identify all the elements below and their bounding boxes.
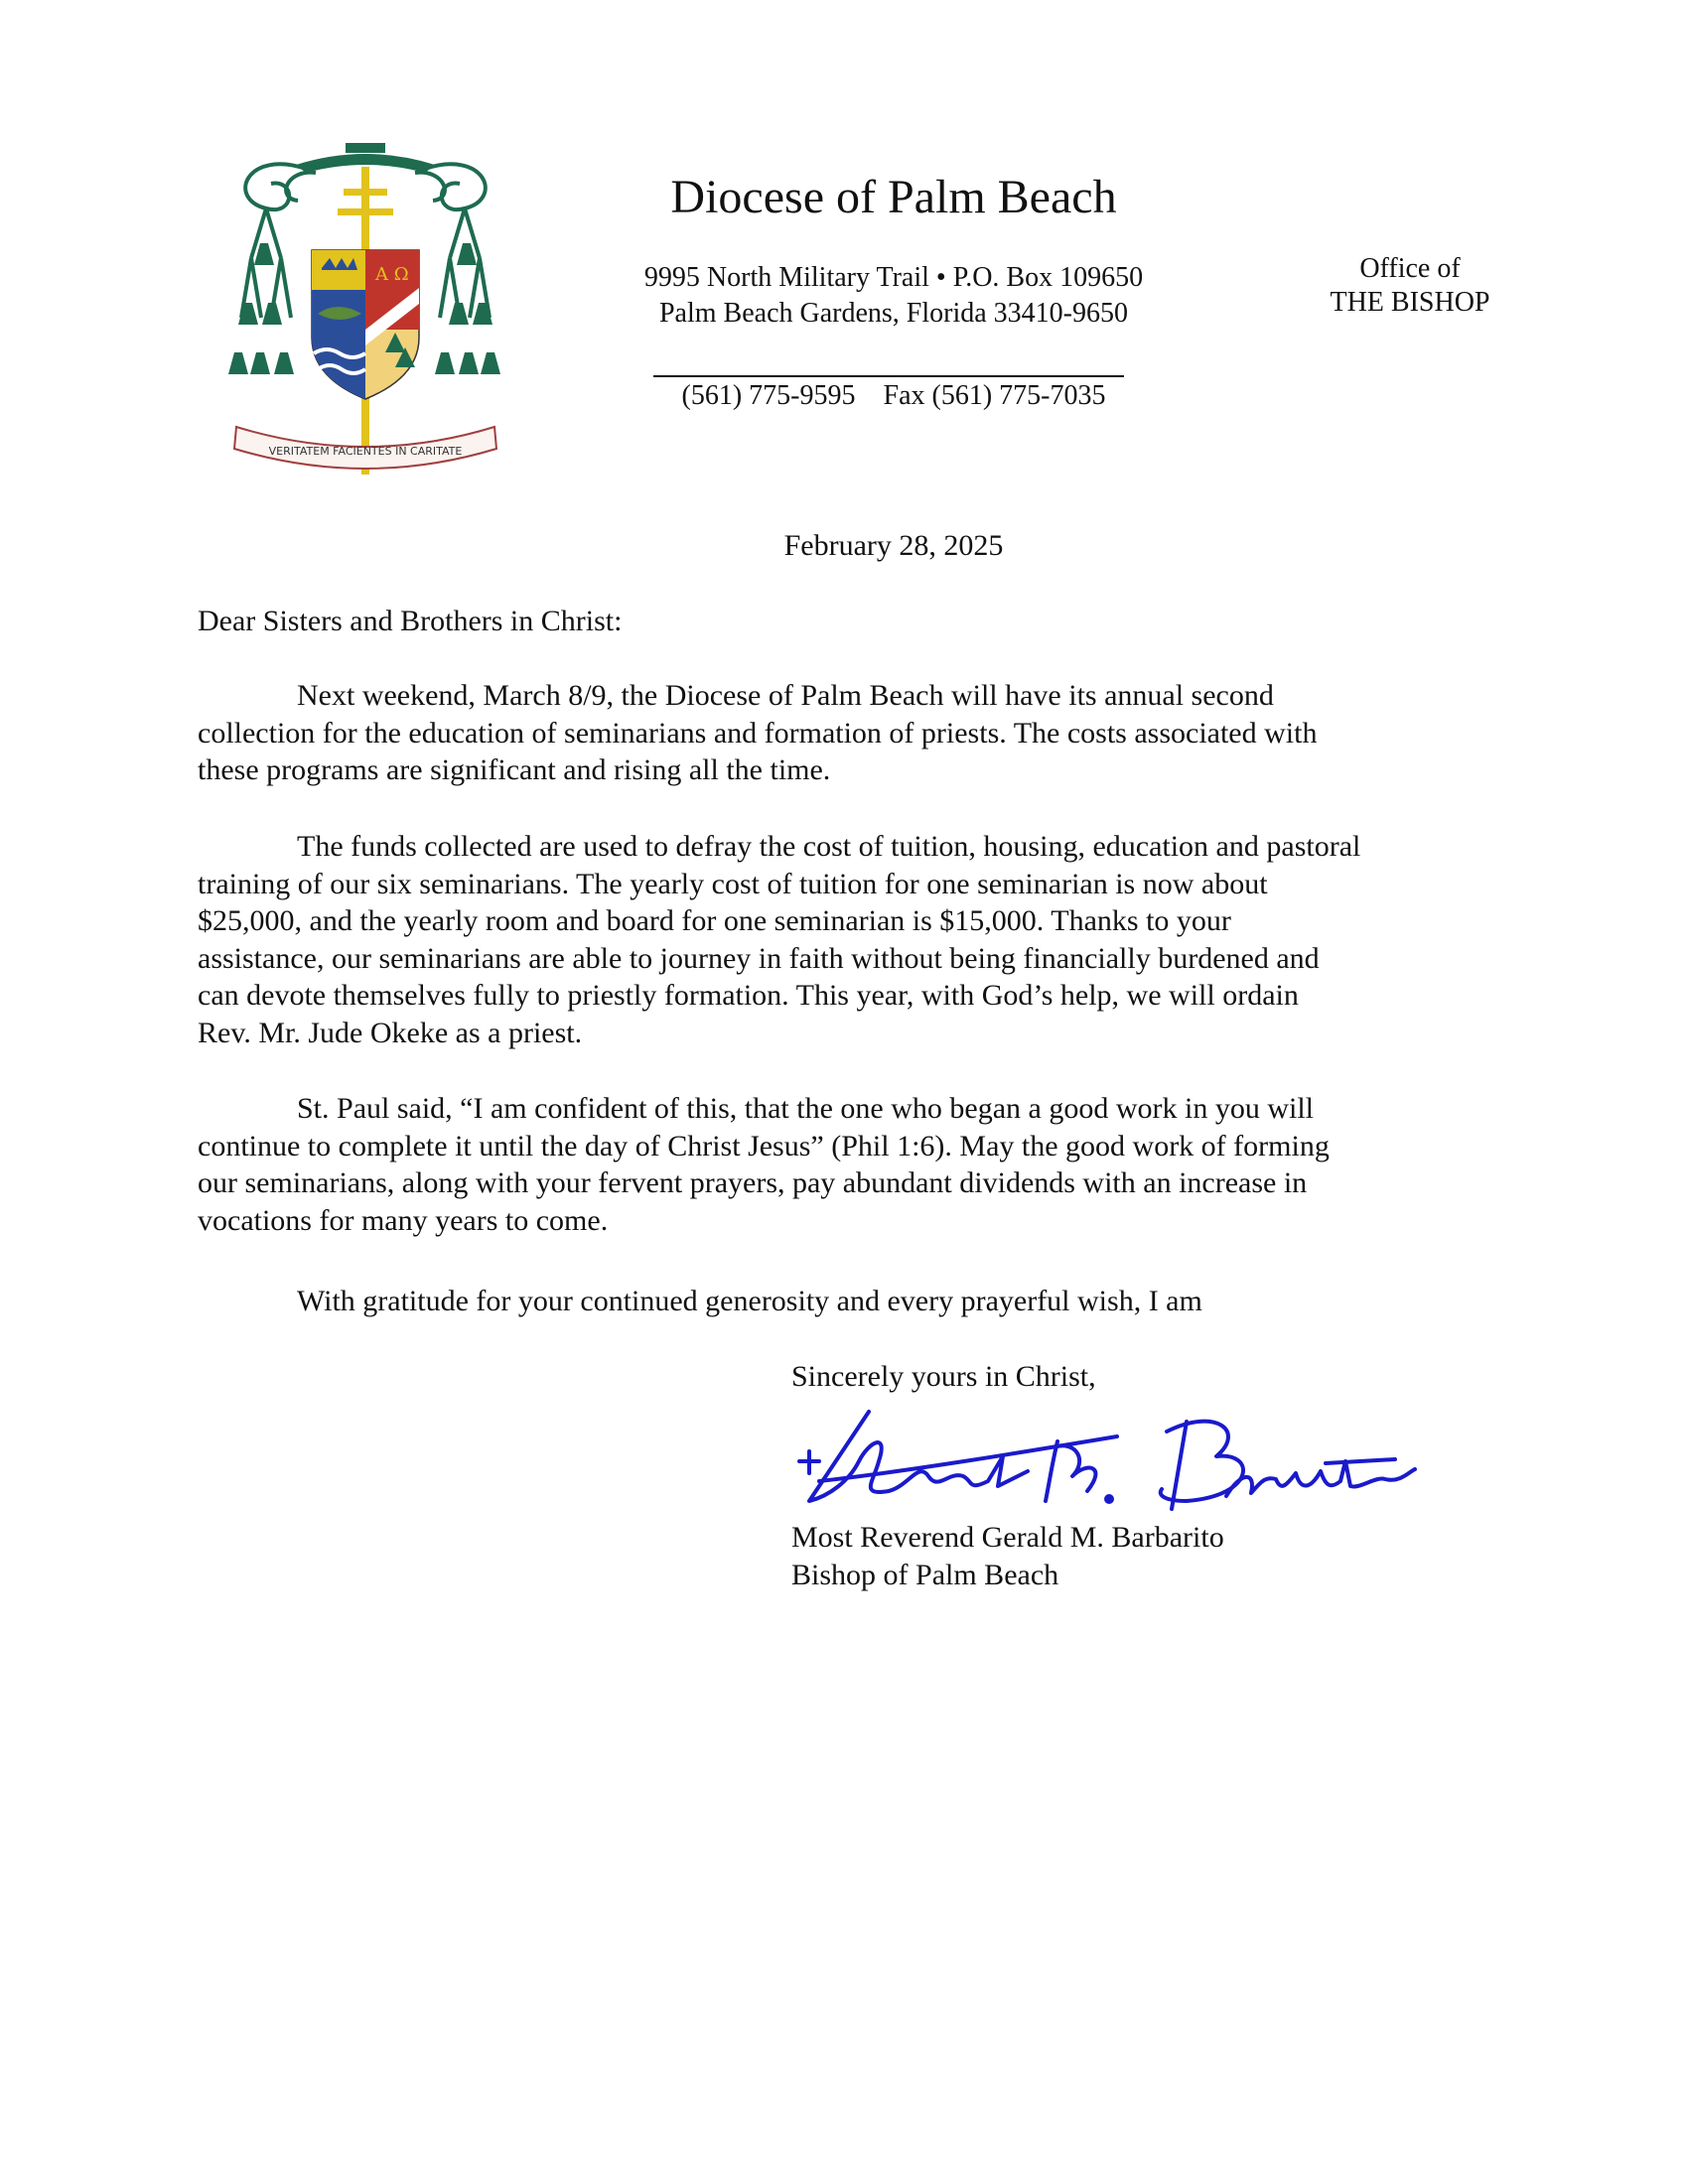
paragraph-line: these programs are significant and rising all the time. [198, 753, 831, 786]
svg-text:A Ω: A Ω [375, 264, 409, 285]
paragraph-line: Next weekend, March 8/9, the Diocese of Palm Beach will have its annual second [297, 679, 1274, 712]
office-line-1: Office of [1359, 253, 1461, 284]
paragraph-line: collection for the education of seminarians and formation of priests. The costs associated with [198, 716, 1318, 750]
paragraph-3 [198, 1090, 1488, 1239]
office-of-bishop [1281, 252, 1539, 320]
paragraph-1 [198, 677, 1488, 789]
closing-line: Sincerely yours in Christ, [791, 1360, 1096, 1393]
diocese-title: Diocese of Palm Beach [670, 171, 1117, 223]
signer-block [791, 1519, 1224, 1594]
handwritten-signature [789, 1402, 1425, 1521]
address-line-1: 9995 North Military Trail • P.O. Box 109650 [643, 262, 1144, 293]
signer-name: Most Reverend Gerald M. Barbarito [791, 1521, 1224, 1554]
paragraph-2 [198, 828, 1488, 1051]
paragraph-line: The funds collected are used to defray the cost of tuition, housing, education and pastoral [297, 830, 1361, 863]
paragraph-line: continue to complete it until the day of Christ Jesus” (Phil 1:6). May the good work of forming [198, 1129, 1330, 1162]
paragraph-line: Rev. Mr. Jude Okeke as a priest. [198, 1016, 583, 1049]
motto-text: VERITATEM FACIENTES IN CARITATE [268, 445, 463, 458]
paragraph-line: can devote themselves fully to priestly formation. This year, with God’s help, we will ordain [198, 979, 1299, 1012]
coat-of-arms [226, 139, 504, 481]
paragraph-line: With gratitude for your continued generosity and every prayerful wish, I am [297, 1285, 1202, 1317]
paragraph-4 [198, 1283, 1488, 1320]
address-line-2: Palm Beach Gardens, Florida 33410-9650 [658, 298, 1129, 329]
letterhead-divider [653, 375, 1124, 377]
coat-of-arms-emblem [226, 139, 504, 481]
salutation: Dear Sisters and Brothers in Christ: [198, 605, 623, 637]
phone-number: (561) 775-9595 [681, 380, 856, 411]
phone-spacer [856, 380, 884, 411]
paragraph-line: training of our six seminarians. The yearly cost of tuition for one seminarian is now about [198, 867, 1268, 900]
fax-number: Fax (561) 775-7035 [883, 380, 1106, 411]
letter-date: February 28, 2025 [783, 529, 1004, 562]
signer-title: Bishop of Palm Beach [791, 1559, 1059, 1591]
signature-image [789, 1402, 1425, 1521]
paragraph-line: assistance, our seminarians are able to journey in faith without being financially burdened and [198, 941, 1320, 975]
address-block [596, 260, 1192, 332]
phone-line [596, 378, 1192, 414]
paragraph-line: vocations for many years to come. [198, 1203, 609, 1237]
paragraph-line: our seminarians, along with your fervent prayers, pay abundant dividends with an increase in [198, 1166, 1308, 1199]
office-line-2: THE BISHOP [1330, 287, 1490, 318]
paragraph-line: $25,000, and the yearly room and board for one seminarian is $15,000. Thanks to your [198, 904, 1231, 937]
paragraph-line: St. Paul said, “I am confident of this, that the one who began a good work in you will [297, 1092, 1314, 1125]
